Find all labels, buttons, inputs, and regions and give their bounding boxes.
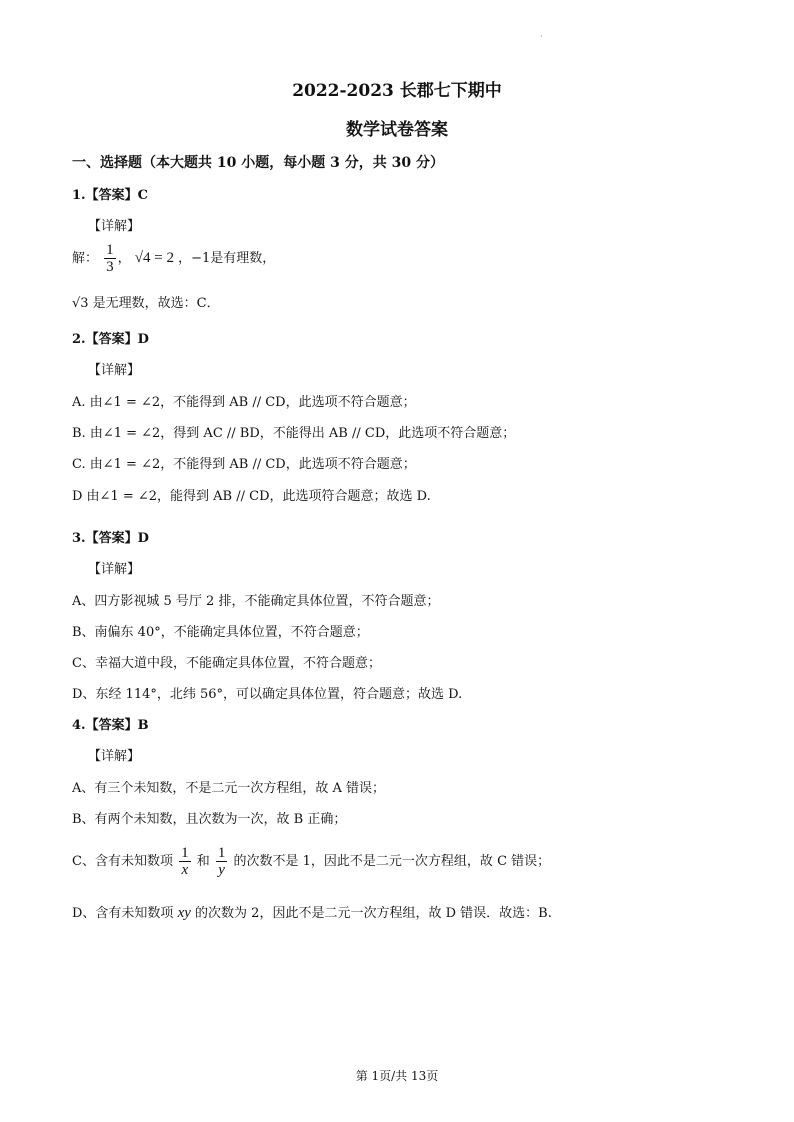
q2-detail-label: 【详解】 — [88, 363, 141, 378]
q3-option-d: D、东经 114°，北纬 56°，可以确定具体位置，符合题意；故选 D. — [72, 687, 463, 702]
q4-c-mid: 和 — [196, 854, 210, 869]
q1-sqrt-expr: √4 = 2 — [134, 250, 174, 266]
q3-option-b: B、南偏东 40°，不能确定具体位置，不符合题意； — [72, 625, 369, 640]
page-title: 2022-2023 长郡七下期中 — [292, 81, 502, 101]
q1-line1: 解： $\frac{1}{3}$ ， √4 = 2 ，−1是有理数， — [72, 242, 276, 275]
q1-frac-num: 1 — [106, 242, 114, 258]
section-heading: 一、选择题（本大题共 10 小题，每小题 3 分，共 30 分） — [72, 155, 444, 171]
q2-option-a: A. 由∠1 = ∠2，不能得到 AB // CD，此选项不符合题意； — [72, 395, 416, 410]
q2-option-b: B. 由∠1 = ∠2，得到 AC // BD，不能得出 AB // CD，此选项不符合题意； — [72, 426, 516, 441]
q4-c-fraction-2 — [216, 845, 228, 878]
q4-option-d — [72, 902, 552, 922]
q1-frac-den: 3 — [106, 259, 114, 275]
q4-detail-label: 【详解】 — [88, 749, 141, 764]
q4-option-a: A、有三个未知数，不是二元一次方程组，故 A 错误； — [72, 781, 386, 796]
q4-c-frac2-num: 1 — [217, 845, 226, 861]
q4-c-frac2-den: y — [218, 862, 225, 878]
q2-answer: 2.【答案】D — [72, 332, 149, 347]
q3-option-a: A、四方影视城 5 号厅 2 排，不能确定具体位置，不符合题意； — [72, 594, 440, 609]
q1-detail-label: 【详解】 — [88, 219, 141, 234]
q4-c-fraction-1 — [179, 845, 191, 878]
q3-detail-label: 【详解】 — [88, 562, 141, 577]
q4-c-frac1-den: x — [181, 862, 189, 878]
q1-fraction — [104, 242, 116, 275]
q1-line2: √3 是无理数，故选：C． — [72, 296, 220, 311]
q4-c-suffix: 的次数不是 1，因此不是二元一次方程组，故 C 错误； — [233, 854, 551, 869]
q4-d-term: xy — [177, 905, 191, 921]
q4-answer: 4.【答案】B — [72, 718, 149, 733]
q4-option-b: B、有两个未知数，且次数为一次，故 B 正确； — [72, 812, 347, 827]
page-subtitle: 数学试卷答案 — [346, 120, 448, 140]
scan-dot: · — [540, 32, 543, 41]
q2-option-c: C. 由∠1 = ∠2，不能得到 AB // CD，此选项不符合题意； — [72, 457, 416, 472]
q2-option-d: D 由∠1 = ∠2，能得到 AB // CD，此选项符合题意；故选 D. — [72, 489, 431, 504]
q4-option-c — [72, 845, 550, 878]
q4-c-prefix: C、含有未知数项 — [72, 854, 173, 869]
q4-d-suffix: 的次数为 2，因此不是二元一次方程组，故 D 错误．故选：B. — [195, 906, 552, 921]
q3-answer: 3.【答案】D — [72, 531, 149, 546]
q1-suffix: ，−1是有理数， — [178, 251, 276, 266]
q1-answer: 1.【答案】C — [72, 188, 148, 203]
page-footer: 第 1页/共 13页 — [355, 1069, 439, 1083]
q4-d-prefix: D、含有未知数项 — [72, 906, 174, 921]
q4-c-frac1-num: 1 — [181, 845, 189, 861]
q3-option-c: C、幸福大道中段，不能确定具体位置，不符合题意； — [72, 656, 381, 671]
q1-prefix: 解： — [72, 251, 99, 266]
